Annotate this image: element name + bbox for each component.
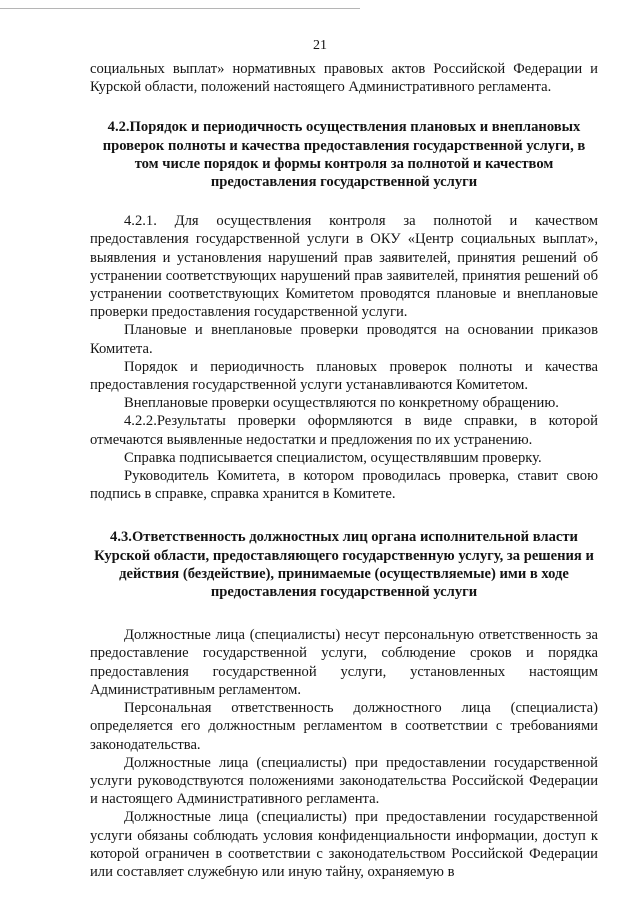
section-4-2-paragraph: Справка подписывается специалистом, осуществлявшим проверку. [124, 449, 542, 466]
section-4-3-paragraph: Должностные лица (специалисты) несут персональную ответственность за предоставление государственной услуги, соблюдение сроков и порядка предоставления государственной услуги, установленных настоящим Административным регламентом. [90, 627, 598, 698]
opening-paragraph: социальных выплат» нормативных правовых актов Российской Федерации и Курской области, положений настоящего Административного регламента. [90, 61, 598, 96]
section-4-2-paragraph: Порядок и периодичность плановых проверок полноты и качества предоставления государственной услуги устанавливаются Комитетом. [90, 358, 598, 394]
section-4-2-paragraph: Внеплановые проверки осуществляются по конкретному обращению. [124, 395, 559, 412]
section-4-3-paragraph: Персональная ответственность должностного лица (специалиста) определяется его должностным регламентом в соответствии с требованиями законодательства. [90, 700, 598, 753]
section-4-2-paragraph: 4.2.1. Для осуществления контроля за полнотой и качеством предоставления государственной услуги в ОКУ «Центр социальных выплат», выявления и установления нарушений прав заявителей, принятия решений об устранении соответствующих нарушений прав заявителей, принятия решений об устранении соответствующих Комитетом проводятся плановые и внеплановые проверки предоставления государственной услуги. [90, 213, 598, 321]
section-4-3-paragraph: Должностные лица (специалисты) при предоставлении государственной услуги руководствуются положениями законодательства Российской Федерации и настоящего Административного регламента. [90, 754, 598, 808]
document-body [90, 60, 598, 881]
section-4-3-paragraph: Должностные лица (специалисты) при предоставлении государственной услуги обязаны соблюдать условия конфиденциальности информации, доступ к которой ограничен в соответствии с законодательством Российской Федерации или составляет служебную или иную тайну, охраняемую в [90, 809, 598, 880]
section-4-2-heading: 4.2.Порядок и периодичность осуществления плановых и внеплановых проверок полноты и качества предоставления государственной услуги, в том числе порядок и формы контроля за полнотой и качеством предоставления государственной услуги [102, 119, 586, 191]
section-4-3-heading: 4.3.Ответственность должностных лиц органа исполнительной власти Курской области, предоставляющего государственную услугу, за решения и действия (бездействие), принимаемые (осуществляемые) ими в ходе предоставления государственной услуги [94, 529, 594, 601]
section-4-2-paragraph: 4.2.2.Результаты проверки оформляются в виде справки, в которой отмечаются выявленные недостатки и предложения по их устранению. [90, 413, 598, 448]
section-4-2-paragraph: Руководитель Комитета, в котором проводилась проверка, ставит свою подпись в справке, справка хранится в Комитете. [90, 468, 598, 503]
section-4-2-paragraph: Плановые и внеплановые проверки проводятся на основании приказов Комитета. [90, 322, 598, 357]
scan-top-rule [0, 8, 360, 9]
page-number: 21 [313, 38, 327, 53]
